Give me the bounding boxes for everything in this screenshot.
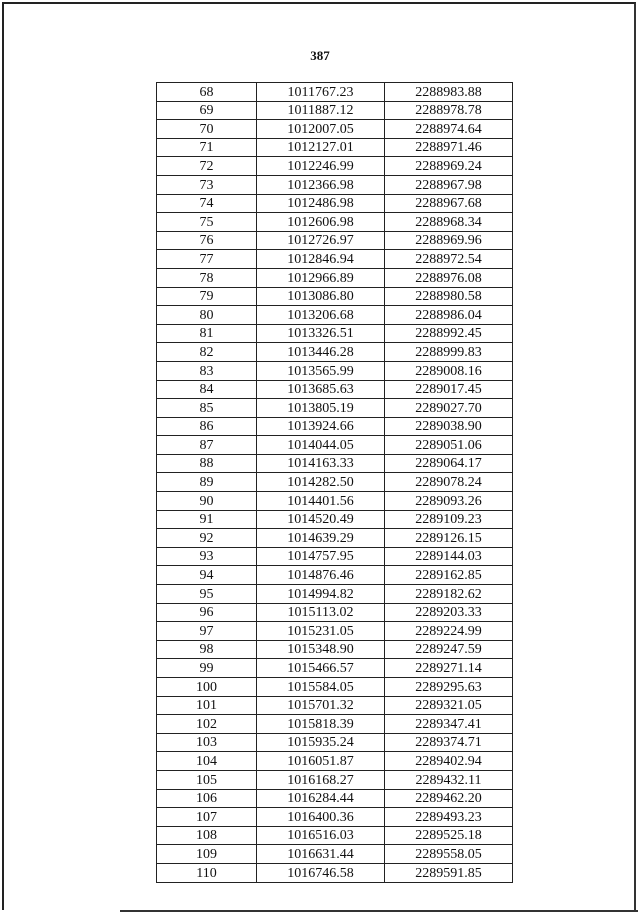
table-row: [157, 231, 513, 250]
point-number-cell: 94: [157, 566, 257, 585]
y-coordinate-cell: 2289008.16: [385, 361, 513, 380]
x-coordinate-cell: 1013086.80: [257, 287, 385, 306]
point-number-cell: 85: [157, 399, 257, 418]
point-number-cell: 105: [157, 770, 257, 789]
x-coordinate-cell: 1012366.98: [257, 175, 385, 194]
table-row: [157, 789, 513, 808]
point-number-cell: 79: [157, 287, 257, 306]
point-number-cell: 76: [157, 231, 257, 250]
y-coordinate-cell: 2289525.18: [385, 826, 513, 845]
y-coordinate-cell: 2289591.85: [385, 863, 513, 882]
y-coordinate-cell: 2289203.33: [385, 603, 513, 622]
x-coordinate-cell: 1015231.05: [257, 622, 385, 641]
x-coordinate-cell: 1014163.33: [257, 454, 385, 473]
y-coordinate-cell: 2288992.45: [385, 324, 513, 343]
table-row: [157, 585, 513, 604]
table-row: [157, 510, 513, 529]
point-number-cell: 109: [157, 845, 257, 864]
table-row: [157, 547, 513, 566]
y-coordinate-cell: 2289051.06: [385, 436, 513, 455]
point-number-cell: 84: [157, 380, 257, 399]
x-coordinate-cell: 1013805.19: [257, 399, 385, 418]
x-coordinate-cell: 1014401.56: [257, 492, 385, 511]
x-coordinate-cell: 1016631.44: [257, 845, 385, 864]
table-row: [157, 287, 513, 306]
point-number-cell: 95: [157, 585, 257, 604]
point-number-cell: 108: [157, 826, 257, 845]
x-coordinate-cell: 1012246.99: [257, 157, 385, 176]
table-row: [157, 603, 513, 622]
point-number-cell: 89: [157, 473, 257, 492]
y-coordinate-cell: 2289038.90: [385, 417, 513, 436]
point-number-cell: 98: [157, 640, 257, 659]
y-coordinate-cell: 2289078.24: [385, 473, 513, 492]
point-number-cell: 70: [157, 120, 257, 139]
point-number-cell: 110: [157, 863, 257, 882]
x-coordinate-cell: 1015584.05: [257, 678, 385, 697]
y-coordinate-cell: 2288978.78: [385, 101, 513, 120]
point-number-cell: 101: [157, 696, 257, 715]
y-coordinate-cell: 2288999.83: [385, 343, 513, 362]
table-row: [157, 733, 513, 752]
table-row: [157, 473, 513, 492]
point-number-cell: 68: [157, 83, 257, 102]
y-coordinate-cell: 2289093.26: [385, 492, 513, 511]
table-row: [157, 83, 513, 102]
x-coordinate-cell: 1013924.66: [257, 417, 385, 436]
x-coordinate-cell: 1012726.97: [257, 231, 385, 250]
point-number-cell: 88: [157, 454, 257, 473]
x-coordinate-cell: 1014044.05: [257, 436, 385, 455]
y-coordinate-cell: 2289144.03: [385, 547, 513, 566]
x-coordinate-cell: 1012846.94: [257, 250, 385, 269]
y-coordinate-cell: 2289271.14: [385, 659, 513, 678]
table-row: [157, 175, 513, 194]
table-row: [157, 696, 513, 715]
point-number-cell: 77: [157, 250, 257, 269]
point-number-cell: 69: [157, 101, 257, 120]
point-number-cell: 90: [157, 492, 257, 511]
table-row: [157, 436, 513, 455]
point-number-cell: 93: [157, 547, 257, 566]
y-coordinate-cell: 2288969.24: [385, 157, 513, 176]
point-number-cell: 96: [157, 603, 257, 622]
point-number-cell: 104: [157, 752, 257, 771]
table-row: [157, 417, 513, 436]
table-row: [157, 529, 513, 548]
y-coordinate-cell: 2289432.11: [385, 770, 513, 789]
table-row: [157, 138, 513, 157]
y-coordinate-cell: 2289224.99: [385, 622, 513, 641]
table-row: [157, 863, 513, 882]
x-coordinate-cell: 1014876.46: [257, 566, 385, 585]
table-row: [157, 324, 513, 343]
table-row: [157, 659, 513, 678]
x-coordinate-cell: 1013326.51: [257, 324, 385, 343]
point-number-cell: 87: [157, 436, 257, 455]
table-row: [157, 622, 513, 641]
point-number-cell: 71: [157, 138, 257, 157]
x-coordinate-cell: 1013565.99: [257, 361, 385, 380]
point-number-cell: 99: [157, 659, 257, 678]
table-row: [157, 454, 513, 473]
y-coordinate-cell: 2288969.96: [385, 231, 513, 250]
point-number-cell: 103: [157, 733, 257, 752]
point-number-cell: 91: [157, 510, 257, 529]
y-coordinate-cell: 2288967.98: [385, 175, 513, 194]
x-coordinate-cell: 1012127.01: [257, 138, 385, 157]
y-coordinate-cell: 2289558.05: [385, 845, 513, 864]
x-coordinate-cell: 1016284.44: [257, 789, 385, 808]
x-coordinate-cell: 1015935.24: [257, 733, 385, 752]
y-coordinate-cell: 2289027.70: [385, 399, 513, 418]
point-number-cell: 74: [157, 194, 257, 213]
x-coordinate-cell: 1014994.82: [257, 585, 385, 604]
table-row: [157, 120, 513, 139]
y-coordinate-cell: 2289162.85: [385, 566, 513, 585]
x-coordinate-cell: 1014520.49: [257, 510, 385, 529]
point-number-cell: 97: [157, 622, 257, 641]
y-coordinate-cell: 2288976.08: [385, 268, 513, 287]
y-coordinate-cell: 2288967.68: [385, 194, 513, 213]
table-row: [157, 640, 513, 659]
y-coordinate-cell: 2288980.58: [385, 287, 513, 306]
table-row: [157, 399, 513, 418]
x-coordinate-cell: 1015701.32: [257, 696, 385, 715]
point-number-cell: 78: [157, 268, 257, 287]
point-number-cell: 82: [157, 343, 257, 362]
point-number-cell: 72: [157, 157, 257, 176]
x-coordinate-cell: 1014282.50: [257, 473, 385, 492]
point-number-cell: 83: [157, 361, 257, 380]
y-coordinate-cell: 2289126.15: [385, 529, 513, 548]
table-row: [157, 101, 513, 120]
x-coordinate-cell: 1016400.36: [257, 808, 385, 827]
x-coordinate-cell: 1015466.57: [257, 659, 385, 678]
table-row: [157, 213, 513, 232]
x-coordinate-cell: 1011767.23: [257, 83, 385, 102]
y-coordinate-cell: 2289347.41: [385, 715, 513, 734]
point-number-cell: 92: [157, 529, 257, 548]
coordinates-table: [156, 82, 513, 883]
table-row: [157, 306, 513, 325]
x-coordinate-cell: 1016168.27: [257, 770, 385, 789]
table-row: [157, 157, 513, 176]
x-coordinate-cell: 1016051.87: [257, 752, 385, 771]
point-number-cell: 73: [157, 175, 257, 194]
table-row: [157, 492, 513, 511]
table-row: [157, 826, 513, 845]
y-coordinate-cell: 2289462.20: [385, 789, 513, 808]
bottom-rule: [120, 910, 638, 912]
y-coordinate-cell: 2288972.54: [385, 250, 513, 269]
x-coordinate-cell: 1012007.05: [257, 120, 385, 139]
x-coordinate-cell: 1012606.98: [257, 213, 385, 232]
point-number-cell: 107: [157, 808, 257, 827]
y-coordinate-cell: 2289182.62: [385, 585, 513, 604]
y-coordinate-cell: 2288986.04: [385, 306, 513, 325]
y-coordinate-cell: 2289064.17: [385, 454, 513, 473]
x-coordinate-cell: 1011887.12: [257, 101, 385, 120]
x-coordinate-cell: 1012966.89: [257, 268, 385, 287]
x-coordinate-cell: 1016516.03: [257, 826, 385, 845]
table-row: [157, 845, 513, 864]
y-coordinate-cell: 2288971.46: [385, 138, 513, 157]
x-coordinate-cell: 1015818.39: [257, 715, 385, 734]
x-coordinate-cell: 1013446.28: [257, 343, 385, 362]
point-number-cell: 102: [157, 715, 257, 734]
point-number-cell: 86: [157, 417, 257, 436]
table-row: [157, 194, 513, 213]
y-coordinate-cell: 2289402.94: [385, 752, 513, 771]
x-coordinate-cell: 1015113.02: [257, 603, 385, 622]
x-coordinate-cell: 1013206.68: [257, 306, 385, 325]
y-coordinate-cell: 2288983.88: [385, 83, 513, 102]
y-coordinate-cell: 2288974.64: [385, 120, 513, 139]
point-number-cell: 80: [157, 306, 257, 325]
y-coordinate-cell: 2289109.23: [385, 510, 513, 529]
y-coordinate-cell: 2289017.45: [385, 380, 513, 399]
point-number-cell: 106: [157, 789, 257, 808]
point-number-cell: 100: [157, 678, 257, 697]
x-coordinate-cell: 1016746.58: [257, 863, 385, 882]
y-coordinate-cell: 2289374.71: [385, 733, 513, 752]
x-coordinate-cell: 1014639.29: [257, 529, 385, 548]
y-coordinate-cell: 2289295.63: [385, 678, 513, 697]
page-number: 387: [310, 48, 330, 63]
table-row: [157, 343, 513, 362]
y-coordinate-cell: 2288968.34: [385, 213, 513, 232]
table-row: [157, 361, 513, 380]
table-row: [157, 770, 513, 789]
table-row: [157, 380, 513, 399]
table-row: [157, 752, 513, 771]
point-number-cell: 75: [157, 213, 257, 232]
table-row: [157, 566, 513, 585]
y-coordinate-cell: 2289321.05: [385, 696, 513, 715]
x-coordinate-cell: 1013685.63: [257, 380, 385, 399]
x-coordinate-cell: 1012486.98: [257, 194, 385, 213]
table-row: [157, 678, 513, 697]
table-row: [157, 808, 513, 827]
table-row: [157, 715, 513, 734]
y-coordinate-cell: 2289247.59: [385, 640, 513, 659]
coordinates-table-body: [157, 83, 513, 883]
y-coordinate-cell: 2289493.23: [385, 808, 513, 827]
x-coordinate-cell: 1014757.95: [257, 547, 385, 566]
x-coordinate-cell: 1015348.90: [257, 640, 385, 659]
table-row: [157, 268, 513, 287]
table-row: [157, 250, 513, 269]
point-number-cell: 81: [157, 324, 257, 343]
